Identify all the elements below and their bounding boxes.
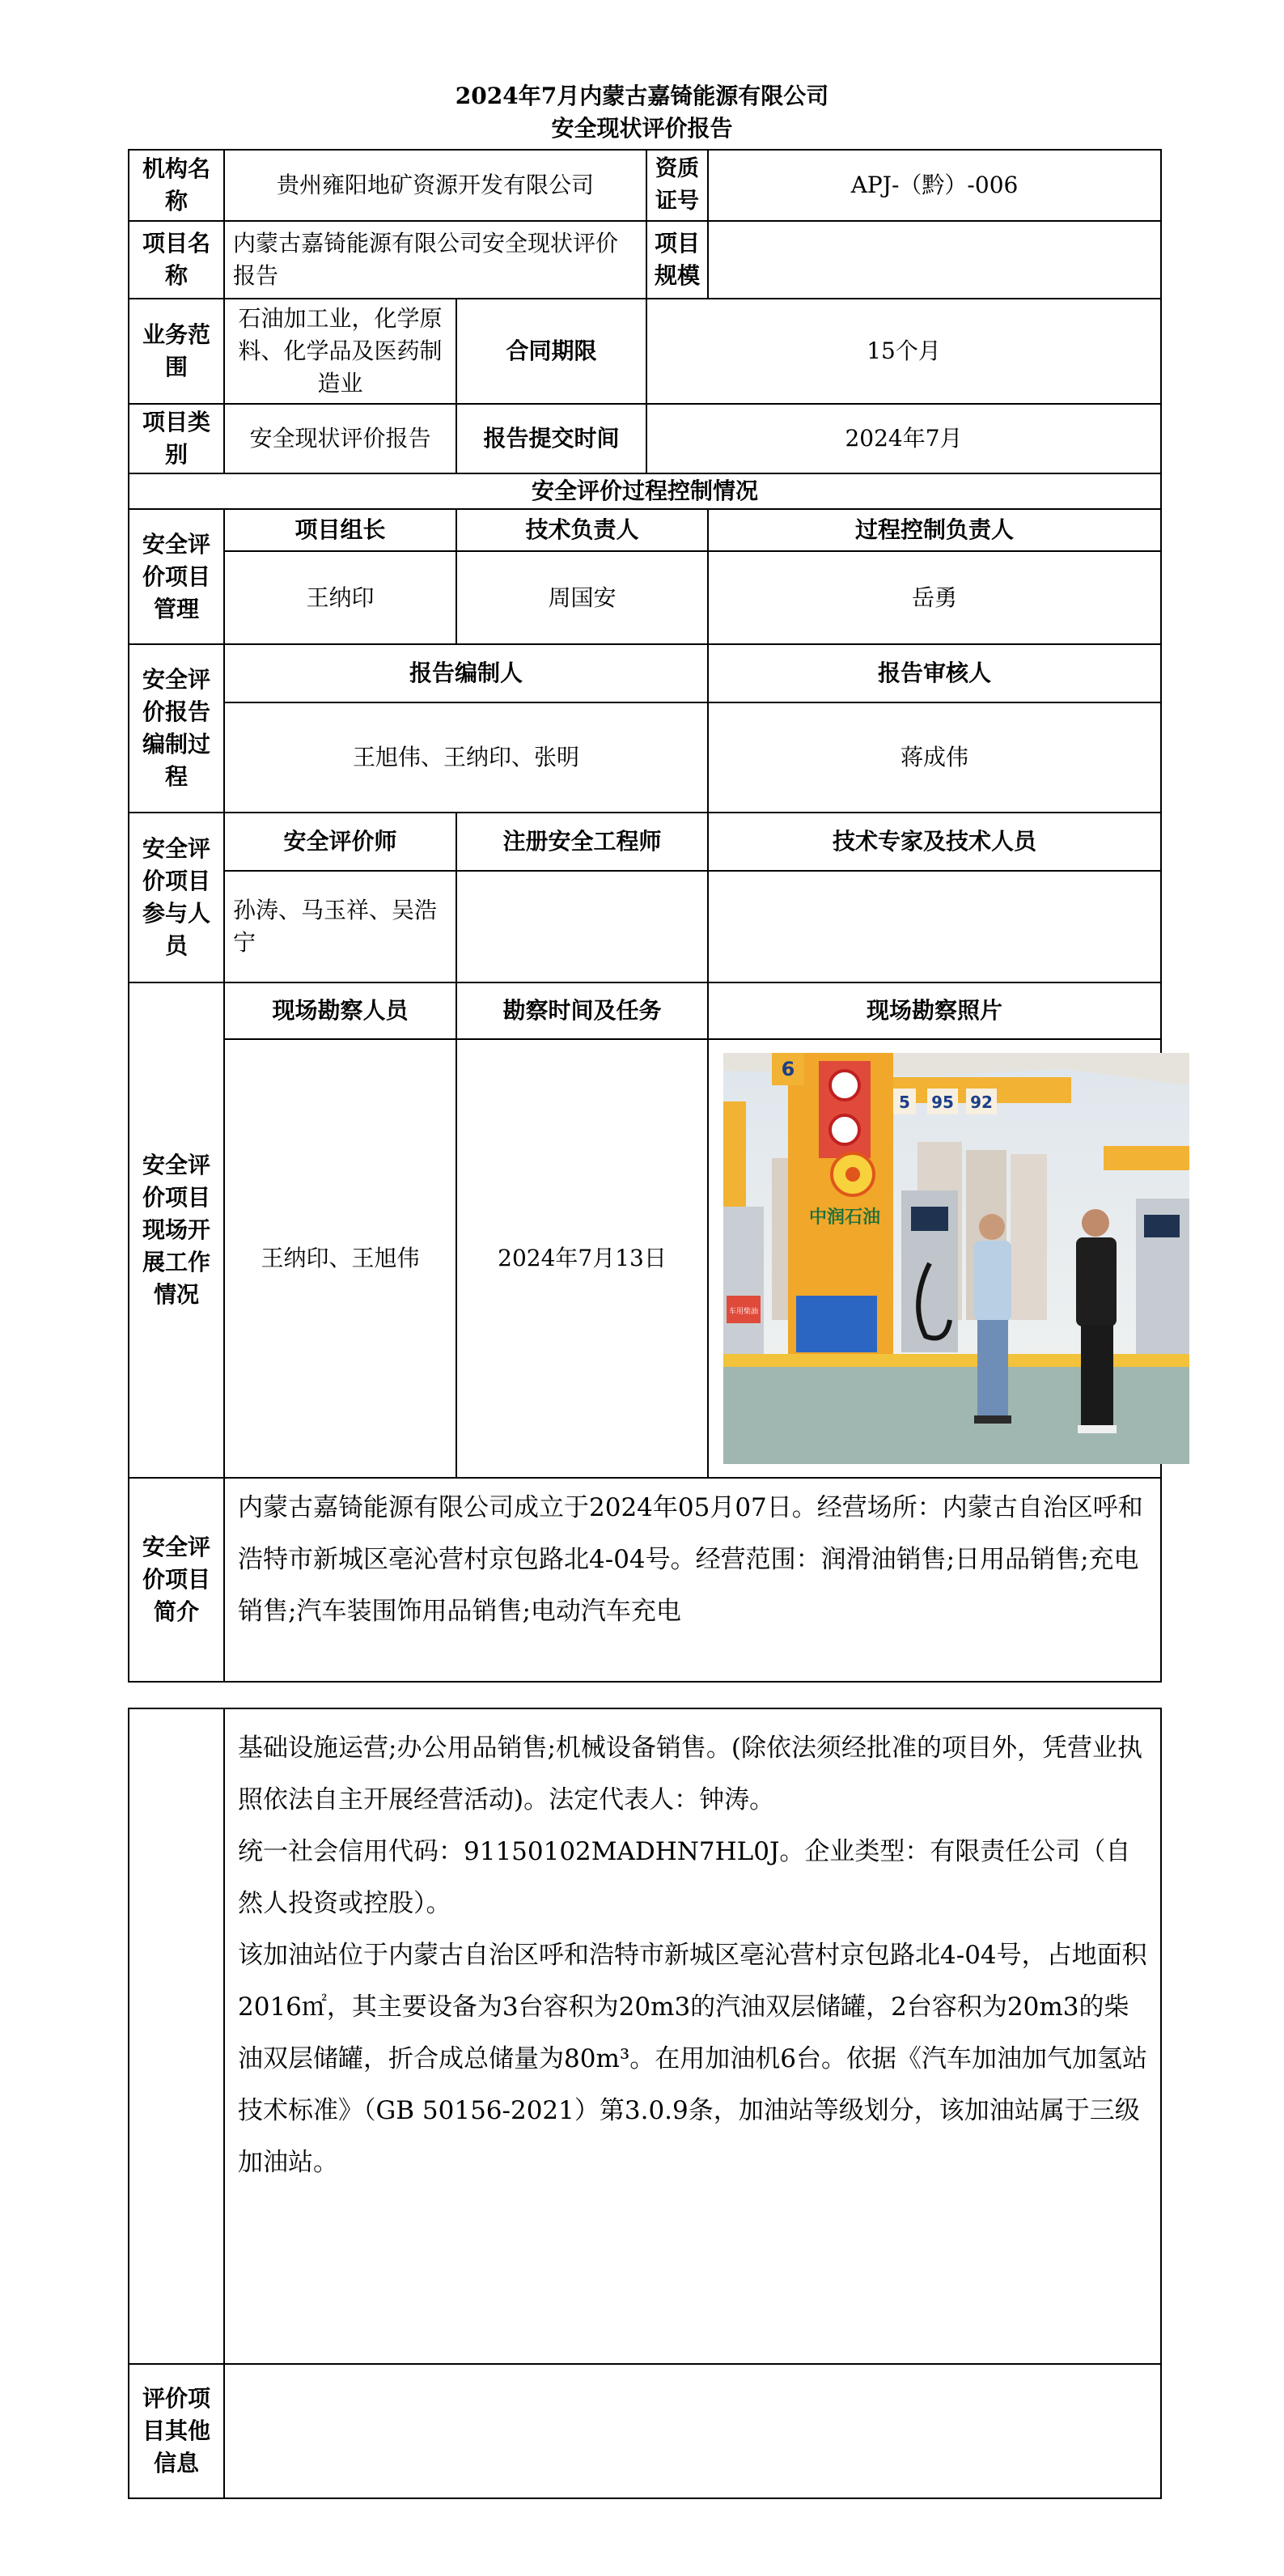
- photo-person-1-shirt: [974, 1241, 1011, 1322]
- photo-canopy-right: [1104, 1146, 1189, 1170]
- site-time-value: 2024年7月13日: [456, 1039, 708, 1478]
- project-scale-label: 项目规模: [646, 221, 708, 299]
- other-info-value: [224, 2364, 1161, 2498]
- photo-dispenser-middle-screen: [911, 1207, 948, 1231]
- participants-experts-value: [708, 871, 1161, 982]
- management-header-tech: 技术负责人: [456, 509, 708, 551]
- compilation-label: 安全评价报告编制过程: [129, 644, 224, 813]
- compilation-author-value: 王旭伟、王纳印、张明: [224, 702, 708, 813]
- evaluation-table-page1: [128, 149, 1162, 1683]
- business-scope-label: 业务范围: [129, 299, 224, 404]
- participants-label: 安全评价项目参与人员: [129, 813, 224, 982]
- participants-assessor-value: 孙涛、马玉祥、吴浩宁: [224, 871, 456, 982]
- document-title-line2: 安全现状评价报告: [551, 115, 733, 142]
- site-survey-photo: [723, 1053, 1189, 1464]
- intro-continued-text: [224, 1708, 1161, 2364]
- submit-time-value: 2024年7月: [646, 404, 1161, 473]
- photo-person-1-pants: [977, 1320, 1008, 1417]
- cert-number-value: APJ-（黔）-006: [708, 150, 1161, 221]
- photo-dispenser-left: [723, 1207, 764, 1360]
- cert-number-label: 资质证号: [646, 150, 708, 221]
- project-name-value: 内蒙古嘉锜能源有限公司安全现状评价报告: [224, 221, 646, 299]
- participants-header-assessor: 安全评价师: [224, 813, 456, 871]
- project-category-label: 项目类别: [129, 404, 224, 473]
- intro-paragraph-facility: 该加油站位于内蒙古自治区呼和浩特市新城区亳沁营村京包路北4-04号，占地面积2016㎡，其主要设备为3台容积为20m3的汽油双层储罐，2台容积为20m3的柴油双层储罐，折合成总储量为80m³。在用加油机6台。依据《汽车加油加气加氢站技术标准》（GB 50156-2021）第3.0.9条，加油站等级划分，该加油站属于三级加油站。: [238, 1941, 1147, 2177]
- site-staff-value: 王纳印、王旭伟: [224, 1039, 456, 1478]
- site-header-time: 勘察时间及任务: [456, 982, 708, 1039]
- participants-engineer-value: [456, 871, 708, 982]
- photo-building-4: [1011, 1154, 1047, 1320]
- project-name-label: 项目名称: [129, 221, 224, 299]
- photo-brand-text: 中润石油: [809, 1207, 881, 1228]
- compilation-header-reviewer: 报告审核人: [708, 644, 1161, 702]
- photo-dispenser-right-screen: [1144, 1215, 1180, 1237]
- photo-person-2-head: [1082, 1209, 1109, 1237]
- photo-brand-logo-center: [845, 1167, 860, 1182]
- photo-pump-number-6: 6: [781, 1058, 795, 1080]
- management-tech-value: 周国安: [456, 551, 708, 644]
- site-work-label: 安全评价项目现场开展工作情况: [129, 982, 224, 1478]
- site-header-photo: 现场勘察照片: [708, 982, 1161, 1039]
- photo-ground: [723, 1360, 1189, 1464]
- participants-header-experts: 技术专家及技术人员: [708, 813, 1161, 871]
- evaluation-table-page2: [128, 1708, 1162, 2499]
- site-header-staff: 现场勘察人员: [224, 982, 456, 1039]
- compilation-reviewer-value: 蒋成伟: [708, 702, 1161, 813]
- management-label: 安全评价项目管理: [129, 509, 224, 644]
- project-category-value: 安全现状评价报告: [224, 404, 456, 473]
- intro-paragraph-credit-code: 统一社会信用代码：91150102MADHN7HL0J。企业类型：有限责任公司（自然人投资或控股）。: [238, 1837, 1131, 1918]
- project-scale-value: [708, 221, 1161, 299]
- business-scope-value: 石油加工业，化学原料、化学品及医药制造业: [224, 299, 456, 404]
- contract-term-label: 合同期限: [456, 299, 646, 404]
- management-control-value: 岳勇: [708, 551, 1161, 644]
- management-header-control: 过程控制负责人: [708, 509, 1161, 551]
- contract-term-value: 15个月: [646, 299, 1161, 404]
- photo-person-2-shirt: [1076, 1237, 1117, 1326]
- photo-person-1-head: [979, 1214, 1005, 1240]
- site-photo-cell: [708, 1039, 1161, 1478]
- intro-text-page1: 内蒙古嘉锜能源有限公司成立于2024年05月07日。经营场所：内蒙古自治区呼和浩特市新城区亳沁营村京包路北4-04号。经营范围：润滑油销售;日用品销售;充电销售;汽车装围饰用品销售;电动汽车充电: [224, 1478, 1161, 1682]
- photo-island-stripe: [723, 1354, 1189, 1367]
- org-name-label: 机构名称: [129, 150, 224, 221]
- intro-label: 安全评价项目简介: [129, 1478, 224, 1682]
- photo-person-2-shoes: [1078, 1425, 1117, 1433]
- photo-pump-number-92: 92: [970, 1093, 993, 1112]
- other-info-label: 评价项目其他信息: [129, 2364, 224, 2498]
- photo-dispenser-label-text: 车用柴油: [729, 1308, 759, 1316]
- photo-no-smoking-sign: [830, 1071, 859, 1100]
- org-name-value: 贵州雍阳地矿资源开发有限公司: [224, 150, 646, 221]
- document-title-line1: 2024年7月内蒙古嘉锜能源有限公司: [455, 83, 829, 109]
- management-leader-value: 王纳印: [224, 551, 456, 644]
- submit-time-label: 报告提交时间: [456, 404, 646, 473]
- photo-pillar-base: [796, 1296, 877, 1352]
- process-section-title: 安全评价过程控制情况: [129, 473, 1161, 509]
- intro-paragraph-scope: 基础设施运营;办公用品销售;机械设备销售。(除依法须经批准的项目外，凭营业执照依法自主开展经营活动)。法定代表人：钟涛。: [238, 1734, 1142, 1814]
- photo-person-1-shoes: [974, 1415, 1011, 1424]
- photo-pump-number-95: 95: [931, 1093, 954, 1112]
- photo-pump-number-5: 5: [899, 1093, 910, 1112]
- photo-person-2-pants: [1081, 1325, 1113, 1427]
- management-header-leader: 项目组长: [224, 509, 456, 551]
- compilation-header-author: 报告编制人: [224, 644, 708, 702]
- participants-header-engineer: 注册安全工程师: [456, 813, 708, 871]
- photo-no-phone-sign: [830, 1115, 859, 1144]
- intro-continued-label: [129, 1708, 224, 2364]
